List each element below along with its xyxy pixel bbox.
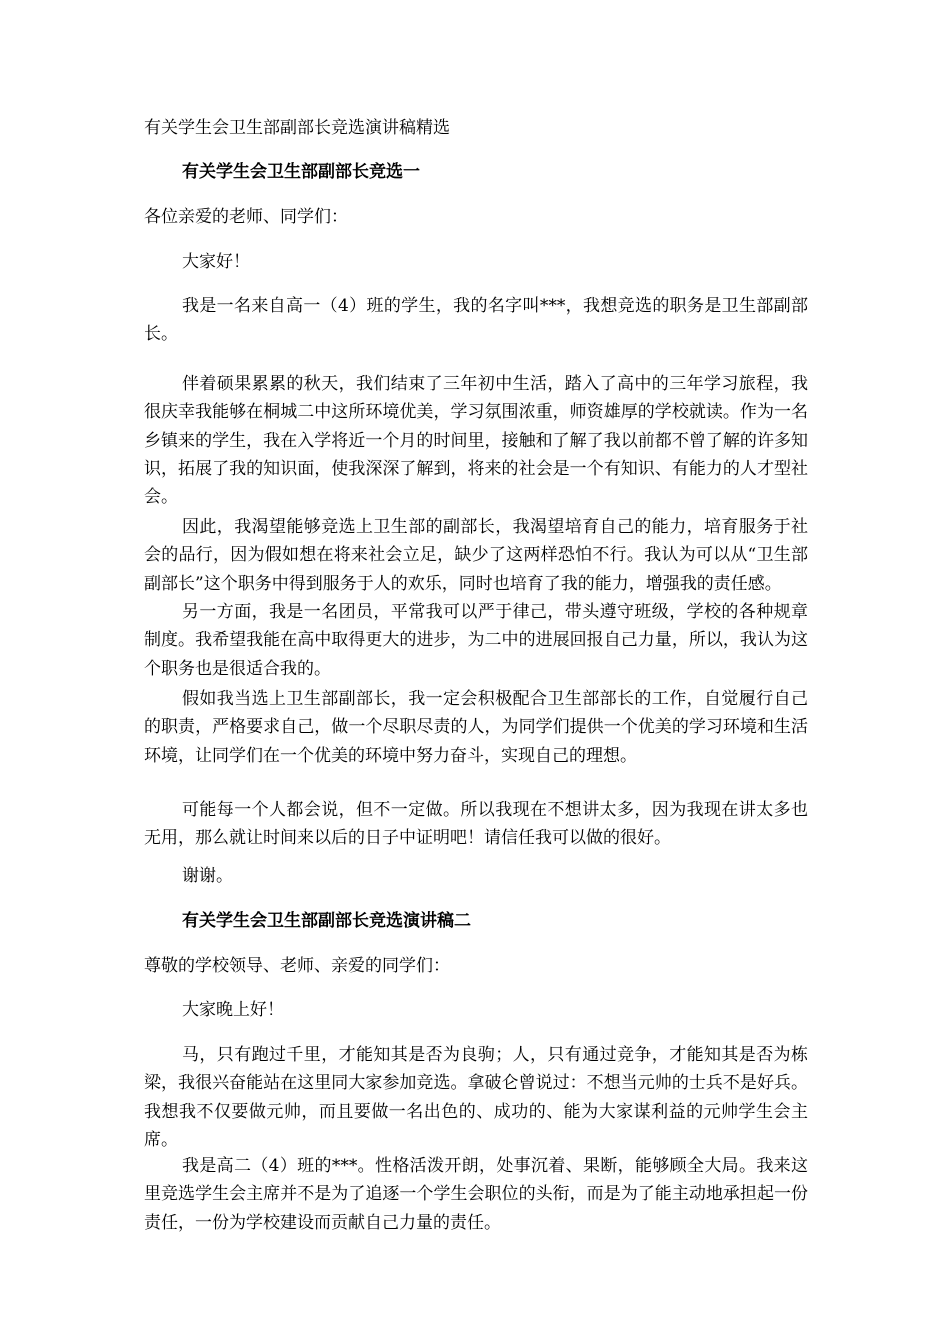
section-two-paragraph: 马，只有跑过千里，才能知其是否为良驹；人，只有通过竞争，才能知其是否为栋梁，我很兴奋能站在这里同大家参加竞选。拿破仑曾说过：不想当元帅的士兵不是好兵。我想我不仅要做元帅，而且要做一名出色的、成功的、能为大家谋利益的元帅学生会主席。 [144, 1045, 808, 1150]
section-two-heading: 有关学生会卫生部副部长竞选演讲稿二 [182, 911, 471, 931]
section-two-salutation: 尊敬的学校领导、老师、亲爱的同学们： [144, 956, 450, 976]
document-title: 有关学生会卫生部副部长竞选演讲稿精选 [144, 118, 450, 138]
section-two-paragraph: 我是高二（4）班的***。性格活泼开朗，处事沉着、果断，能够顾全大局。我来这里竞选学生会主席并不是为了追逐一个学生会职位的头衔，而是为了能主动地承担起一份责任，一份为学校建设而贡献自己力量的责任。 [144, 1156, 808, 1233]
section-one-salutation: 各位亲爱的老师、同学们： [144, 207, 348, 227]
section-one-paragraph: 伴着硕果累累的秋天，我们结束了三年初中生活，踏入了高中的三年学习旅程，我很庆幸我能够在桐城二中这所环境优美，学习氛围浓重，师资雄厚的学校就读。作为一名乡镇来的学生，我在入学将近一个月的时间里，接触和了解了我以前都不曾了解的许多知识，拓展了我的知识面，使我深深了解到，将来的社会是一个有知识、有能力的人才型社会。 [144, 374, 808, 508]
section-one-paragraph: 假如我当选上卫生部副部长，我一定会积极配合卫生部部长的工作，自觉履行自己的职责，严格要求自己，做一个尽职尽责的人，为同学们提供一个优美的学习环境和生活环境，让同学们在一个优美的环境中努力奋斗，实现自己的理想。 [144, 689, 808, 766]
section-two-greeting: 大家晚上好！ [182, 1000, 284, 1020]
section-one-heading: 有关学生会卫生部副部长竞选一 [182, 162, 420, 182]
section-one-paragraph: 另一方面，我是一名团员，平常我可以严于律己，带头遵守班级，学校的各种规章制度。我希望我能在高中取得更大的进步，为二中的进展回报自己力量，所以，我认为这个职务也是很适合我的。 [144, 602, 808, 679]
section-one-greeting: 大家好！ [182, 252, 250, 272]
section-one-paragraph: 我是一名来自高一（4）班的学生，我的名字叫***，我想竞选的职务是卫生部副部长。 [144, 296, 808, 345]
section-one-closing: 谢谢。 [182, 866, 233, 886]
section-one-paragraph: 因此，我渴望能够竞选上卫生部的副部长，我渴望培育自己的能力，培育服务于社会的品行，因为假如想在将来社会立足，缺少了这两样恐怕不行。我认为可以从“卫生部副部长”这个职务中得到服务于人的欢乐，同时也培育了我的能力，增强我的责任感。 [144, 517, 808, 594]
section-one-paragraph: 可能每一个人都会说，但不一定做。所以我现在不想讲太多，因为我现在讲太多也无用，那么就让时间来以后的日子中证明吧！请信任我可以做的很好。 [144, 800, 808, 849]
